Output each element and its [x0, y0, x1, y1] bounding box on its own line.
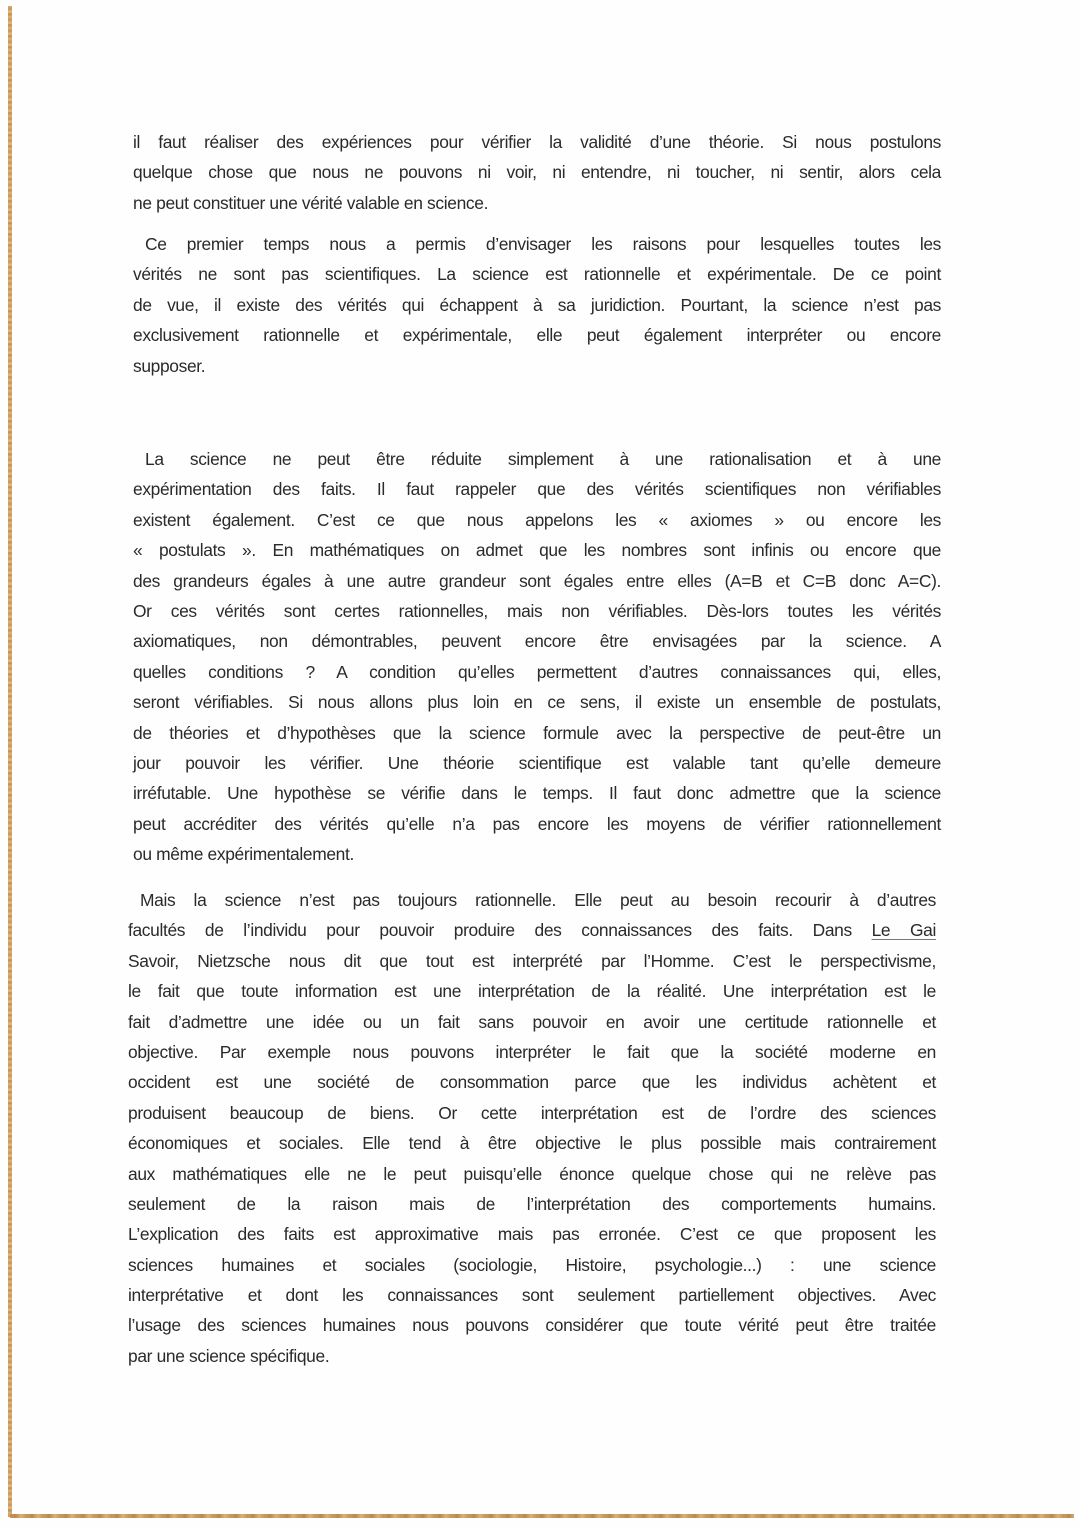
- text-line: supposer.: [133, 355, 206, 376]
- text-line: seront vérifiables. Si nous allons plus loin en ce sens, il existe un ensemble de postulats,: [133, 692, 941, 713]
- text-line: irréfutable. Une hypothèse se vérifie dans le temps. Il faut donc admettre que la science: [133, 783, 941, 804]
- text-line: occident est une société de consommation parce que les individus achètent et: [128, 1072, 936, 1093]
- book-title: Le Gai: [871, 920, 937, 941]
- text-line: des grandeurs égales à une autre grandeur sont égales entre elles (A=B et C=B donc A=C).: [133, 570, 941, 591]
- text-line: Savoir, Nietzsche nous dit que tout est interprété par l’Homme. C’est le perspectivisme,: [128, 950, 936, 971]
- text-line: exclusivement rationnelle et expérimentale, elle peut également interpréter ou encore: [133, 325, 941, 346]
- text-line: le fait que toute information est une interprétation de la réalité. Une interprétation est le: [128, 981, 936, 1002]
- text-line: il faut réaliser des expériences pour vérifier la validité d’une théorie. Si nous postulons: [133, 132, 941, 152]
- text-line: aux mathématiques elle ne le peut puisqu’elle énonce quelque chose qui ne relève pas: [128, 1163, 936, 1184]
- page-left-edge: [8, 6, 12, 1517]
- text-line: l’usage des sciences humaines nous pouvons considérer que toute vérité peut être traitée: [128, 1315, 936, 1336]
- text-line: « postulats ». En mathématiques on admet que les nombres sont infinis ou encore que: [133, 540, 941, 561]
- text-line: quelque chose que nous ne pouvons ni voir, ni entendre, ni toucher, ni sentir, alors cela: [133, 162, 941, 183]
- text-line: axiomatiques, non démontrables, peuvent encore être envisagées par la science. A: [133, 631, 941, 652]
- text-line: jour pouvoir les vérifier. Une théorie scientifique est valable tant qu’elle demeure: [133, 752, 941, 773]
- text-line: vérités ne sont pas scientifiques. La science est rationnelle et expérimentale. De ce point: [133, 264, 941, 285]
- text-line: existent également. C’est ce que nous appelons les « axiomes » ou encore les: [133, 509, 941, 530]
- paragraph-1: [133, 127, 941, 218]
- text-line: de vue, il existe des vérités qui échappent à sa juridiction. Pourtant, la science n’est pas: [133, 294, 941, 315]
- text-line: quelles conditions ? A condition qu’elles permettent d’autres connaissances qui, elles,: [133, 661, 941, 682]
- text-line: Ce premier temps nous a permis d’envisager les raisons pour lesquelles toutes les: [145, 234, 941, 254]
- text-line: Or ces vérités sont certes rationnelles, mais non vérifiables. Dès-lors toutes les vérités: [133, 600, 941, 621]
- text-line: sciences humaines et sociales (sociologie, Histoire, psychologie...) : une science: [128, 1254, 936, 1275]
- text-line: L’explication des faits est approximative mais pas erronée. C’est ce que proposent les: [128, 1224, 936, 1245]
- text-line: de théories et d’hypothèses que la science formule avec la perspective de peut-être un: [133, 722, 941, 743]
- paragraph-2: [133, 229, 941, 381]
- page-bottom-edge: [10, 1514, 1074, 1518]
- text-line: peut accréditer des vérités qu’elle n’a pas encore les moyens de vérifier rationnellement: [133, 813, 941, 834]
- text-line: objective. Par exemple nous pouvons interpréter le fait que la société moderne en: [128, 1041, 936, 1062]
- text-line: ne peut constituer une vérité valable en science.: [133, 192, 489, 213]
- text-line: ou même expérimentalement.: [133, 844, 354, 865]
- text-line: seulement de la raison mais de l’interprétation des comportements humains.: [128, 1193, 936, 1214]
- paragraph-4: [128, 885, 936, 1371]
- text-line: facultés de l’individu pour pouvoir produire des connaissances des faits. Dans Le Gai: [128, 920, 937, 941]
- text-line: interprétative et dont les connaissances sont seulement partiellement objectives. Avec: [128, 1285, 936, 1306]
- paragraph-3: [133, 444, 941, 869]
- text-line: économiques et sociales. Elle tend à être objective le plus possible mais contrairement: [128, 1133, 936, 1154]
- text-line: La science ne peut être réduite simplement à une rationalisation et à une: [145, 449, 941, 469]
- text-line: expérimentation des faits. Il faut rappeler que des vérités scientifiques non vérifiables: [133, 479, 941, 500]
- text-line: par une science spécifique.: [128, 1345, 330, 1366]
- text-line: produisent beaucoup de biens. Or cette interprétation est de l’ordre des sciences: [128, 1102, 936, 1123]
- text-line: Mais la science n’est pas toujours rationnelle. Elle peut au besoin recourir à d’autres: [140, 890, 936, 910]
- text-line: fait d’admettre une idée ou un fait sans pouvoir en avoir une certitude rationnelle et: [128, 1011, 936, 1032]
